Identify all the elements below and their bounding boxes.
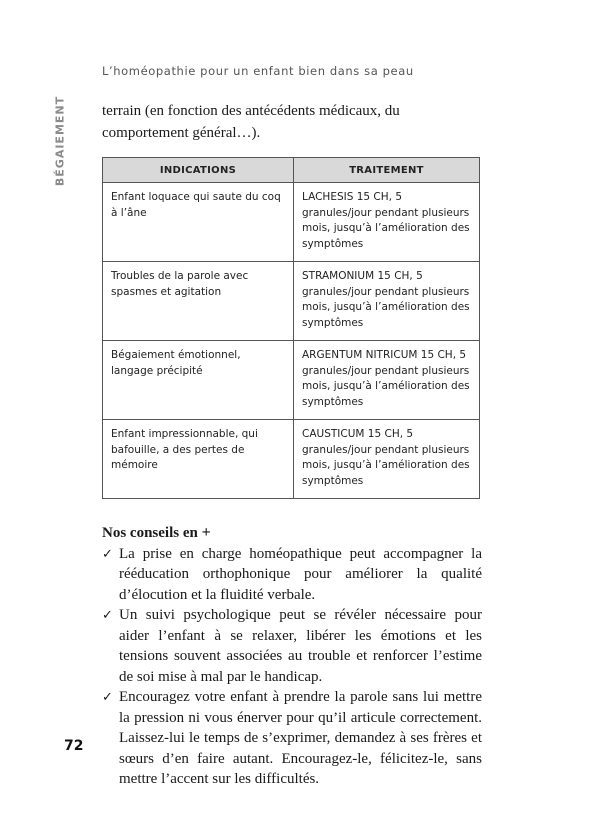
- indication-cell: Bégaiement émotionnel, langage précipité: [103, 341, 294, 420]
- section-side-tab: [50, 95, 70, 187]
- checkmark-icon: ✓: [102, 607, 113, 622]
- indication-cell: Enfant loquace qui saute du coq à l’âne: [103, 183, 294, 262]
- traitement-cell: CAUSTICUM 15 CH, 5 granules/jour pendant plusieurs mois, jusqu’à l’amélioration des symptômes: [294, 420, 480, 499]
- indication-cell: Enfant impressionnable, qui bafouille, a des pertes de mémoire: [103, 420, 294, 499]
- table-header-row: [103, 158, 480, 183]
- indication-cell: Troubles de la parole avec spasmes et agitation: [103, 262, 294, 341]
- tips-title: Nos conseils en: [102, 525, 198, 541]
- list-item: [102, 605, 482, 687]
- list-item: [102, 687, 482, 790]
- tip-text: Encouragez votre enfant à prendre la parole sans lui mettre la pression ni vous énerver pour qu’il articule correctement. Laissez-lui le temps de s’exprimer, demandez à ses frères et sœurs d’en faire autant. Encouragez-le, félicitez-le, sans mettre l’accent sur les difficultés.: [119, 689, 482, 787]
- page-number: 72: [64, 738, 84, 754]
- tip-text: Un suivi psychologique peut se révéler nécessaire pour aider l’enfant à se relaxer, libérer les émotions et les tensions souvent associées au trouble et renforcer l’estime de soi mise à mal par le handicap.: [119, 607, 482, 685]
- tips-heading: [102, 523, 482, 544]
- tip-text: La prise en charge homéopathique peut accompagner la rééducation orthophonique pour améliorer la qualité d’élocution et la fluidité verbale.: [119, 545, 482, 603]
- column-header-indications: INDICATIONS: [103, 158, 294, 183]
- plus-icon: +: [201, 524, 211, 541]
- checkmark-icon: ✓: [102, 545, 113, 561]
- tips-list: [102, 544, 482, 790]
- running-head: L’homéopathie pour un enfant bien dans sa peau: [102, 64, 414, 78]
- page-content: [102, 100, 482, 790]
- checkmark-icon: ✓: [102, 689, 113, 704]
- intro-paragraph: terrain (en fonction des antécédents médicaux, du comportement général…).: [102, 103, 400, 141]
- remedies-table: [102, 157, 480, 499]
- column-header-traitement: TRAITEMENT: [294, 158, 480, 183]
- list-item: [102, 544, 482, 606]
- section-side-tab-label: BÉGAIEMENT: [53, 95, 67, 187]
- tips-section: [102, 523, 482, 790]
- table-row: [103, 183, 480, 262]
- table-row: [103, 341, 480, 420]
- table-row: [103, 262, 480, 341]
- traitement-cell: ARGENTUM NITRICUM 15 CH, 5 granules/jour pendant plusieurs mois, jusqu’à l’amélioration des symptômes: [294, 341, 480, 420]
- table-row: [103, 420, 480, 499]
- traitement-cell: STRAMONIUM 15 CH, 5 granules/jour pendant plusieurs mois, jusqu’à l’amélioration des symptômes: [294, 262, 480, 341]
- traitement-cell: LACHESIS 15 CH, 5 granules/jour pendant plusieurs mois, jusqu’à l’amélioration des symptômes: [294, 183, 480, 262]
